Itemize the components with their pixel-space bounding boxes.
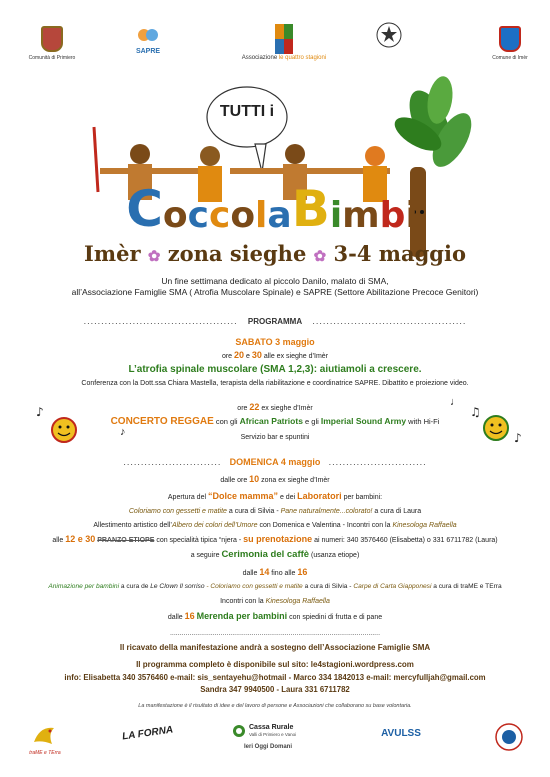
d2-b: Pane naturalmente...colorato!: [280, 508, 373, 515]
title-letter: o: [230, 195, 256, 236]
sabato-time1: [0, 351, 550, 361]
sponsor-3-a: Cassa Rurale: [249, 724, 294, 731]
sponsor-sma: [494, 722, 524, 752]
talk-description: Conferenza con la Dott.ssa Chiara Mastella, terapista della riabilitazione e coordinatrice SAPRE. Dibattito e proiezione video.: [81, 380, 469, 387]
sponsor-1-label: traME e TErra: [29, 750, 61, 756]
title-letter: B: [291, 180, 330, 238]
band-1: African Patriots: [239, 416, 303, 426]
svg-text:♪: ♪: [514, 431, 522, 445]
intro-line-2: all’Associazione Famiglie SMA ( Atrofia Muscolare Spinale) e SAPRE (Settore Abilitazione Precoce Genitori): [71, 287, 479, 297]
title-letter: a: [267, 195, 292, 236]
programma-dots-left: ............................................: [83, 316, 238, 326]
sabato-time2-post: ex sieghe d’Imèr: [261, 405, 313, 412]
d7-e: a cura di Silvia -: [304, 583, 352, 590]
d5-post: (usanza etiope): [311, 552, 360, 559]
domenica-line-8: [0, 597, 550, 606]
d1-mid: e dei: [279, 494, 296, 501]
title-letter: l: [255, 195, 268, 236]
d7-b: a cura de: [120, 583, 149, 590]
hero-title: [92, 178, 452, 238]
d1-post: per bambini:: [343, 494, 383, 501]
sponsor-cassa-rurale: [232, 724, 352, 738]
d3-a: Albero dei colori dell’Umore: [171, 522, 258, 529]
seasons-tree-icon: [275, 24, 293, 54]
d4-mid: con specialità tipica “njera -: [156, 537, 242, 544]
domenica-dots-right: ............................: [328, 457, 427, 467]
title-letter: c: [187, 195, 209, 236]
cassa-rurale-icon: [232, 724, 246, 738]
logo-comunita-label: Comunità di Primiero: [28, 55, 76, 61]
sabato-time1-mid: e: [246, 353, 250, 360]
domenica-line-2: [0, 507, 550, 516]
sponsor-avulss: [376, 728, 426, 739]
music-note-icon: ♪: [120, 426, 126, 438]
subtitle-line: [0, 241, 550, 266]
domenica-row: [0, 457, 550, 467]
d4-c: su prenotazione: [243, 534, 313, 544]
d3-mid: con Domenica e Valentina - Incontri con la: [259, 522, 391, 529]
concert-and: e gli: [305, 417, 319, 426]
sabato-heading: SABATO 3 maggio: [235, 337, 315, 347]
domenica-line-9: [0, 612, 550, 622]
sabato-time1-b: 30: [251, 350, 262, 360]
sabato-time2-value: 22: [249, 402, 260, 412]
d8-a: Kinesologa Raffaella: [265, 598, 330, 605]
domenica-time-post: zona ex sieghe d’Imèr: [261, 477, 330, 484]
domenica-dots-left: ............................: [123, 457, 222, 467]
logo-comune-imer: [488, 26, 532, 61]
title-letter: b: [379, 195, 406, 236]
intro-text: [0, 276, 550, 298]
d7-d: - Coloriamo con gessetti e matite: [206, 583, 303, 590]
d9-b: Merenda per bambini: [196, 611, 288, 621]
concert-line: [0, 416, 550, 427]
subtitle-zone: zona sieghe: [167, 241, 307, 266]
sponsor-4-label: AVULSS: [381, 728, 421, 739]
sabato-time2: [0, 403, 550, 413]
talk-title: L’atrofia spinale muscolare (SMA 1,2,3): aiutiamoli a crescere.: [128, 364, 422, 375]
sma-association-icon: [494, 722, 524, 752]
d6-mid: fino alle: [271, 570, 296, 577]
d9-pre: dalle: [167, 614, 183, 621]
svg-text:♪: ♪: [36, 405, 44, 419]
domenica-line-3: [0, 521, 550, 530]
programma-site: Il programma completo è disponibile sul sito: le4stagioni.wordpress.com: [136, 660, 414, 669]
logo-star: [376, 22, 402, 48]
d4-a: 12 e 30: [65, 534, 96, 544]
d2-a: Coloriamo con gessetti e matite: [128, 508, 227, 515]
title-letter: o: [162, 195, 188, 236]
footer-dots: ............................................................................................................: [169, 630, 381, 637]
d8-pre: Incontri con la: [220, 598, 264, 605]
sabato-time1-post: alle ex sieghe d’Imèr: [263, 353, 329, 360]
programma-label: PROGRAMMA: [247, 317, 303, 326]
d7-g: a cura di traME e TErra: [433, 583, 502, 590]
logo-quattro-label: [242, 55, 326, 61]
svg-text:♫: ♫: [470, 405, 481, 419]
d7-f: Carpe di Carta Giapponesi: [353, 583, 432, 590]
sabato-time1-a: 20: [234, 350, 245, 360]
intro-line-1: Un fine settimana dedicato al piccolo Danilo, malato di SMA,: [161, 276, 389, 286]
d1-b: Laboratori: [297, 491, 342, 501]
d6-a: 14: [259, 567, 270, 577]
domenica-time-value: 10: [249, 474, 260, 484]
title-letter: m: [342, 195, 380, 236]
d9-post: con spiedini di frutta e di pane: [289, 614, 383, 621]
logo-comunita-primiero: [22, 26, 82, 61]
title-letter: C: [126, 180, 163, 238]
sapre-icon: [135, 26, 161, 48]
cassa-rurale-text: [249, 724, 296, 738]
music-note-icon-2: ♩: [450, 396, 461, 408]
d6-pre: dalle: [242, 570, 258, 577]
crest-icon: [41, 26, 63, 52]
logo-imer-label: Comune di Imèr: [492, 55, 528, 61]
d7-a: Animazione per bambini: [48, 583, 120, 590]
flower-icon-2: ✿: [313, 247, 327, 265]
sponsor-3-b: Valli di Primiero e Vanoi: [249, 732, 297, 737]
logo-sapre: [128, 26, 168, 55]
subtitle-place: Imèr: [84, 241, 141, 266]
speech-bubble-text: TUTTI i: [219, 103, 275, 120]
sponsor-3-c: Ieri Oggi Domani: [244, 744, 293, 750]
bar-info: Servizio bar e spuntini: [240, 434, 310, 441]
d5-pre: a seguire: [190, 552, 220, 559]
band-2: Imperial Sound Army: [320, 416, 407, 426]
programma-row: [0, 316, 550, 326]
logo-quattro-prefix: Associazione: [241, 55, 278, 61]
star-seal-icon: [376, 22, 402, 48]
d1-a: “Dolce mamma”: [207, 491, 279, 501]
title-letter: i: [329, 195, 343, 236]
logo-quattro-stagioni: [241, 24, 327, 61]
domenica-time-pre: dalle ore: [220, 477, 248, 484]
flower-icon: ✿: [147, 247, 161, 265]
sponsor-2-label: LA FORNA: [121, 724, 175, 743]
info-line-2: Sandra 347 9940500 - Laura 331 6711782: [200, 685, 350, 694]
domenica-line-6: [0, 568, 550, 578]
d6-b: 16: [297, 567, 308, 577]
d4-pre: alle: [52, 537, 64, 544]
domenica-line-5: [0, 550, 550, 560]
domenica-heading: DOMENICA 4 maggio: [229, 457, 321, 467]
title-letter: i: [405, 195, 418, 236]
d3-pre: Allestimento artistico dell’: [93, 522, 172, 529]
concert-with: con gli: [215, 417, 238, 426]
crest-imer-icon: [499, 26, 521, 52]
d3-b: Kinesologa Raffaella: [392, 522, 457, 529]
domenica-line-4: [0, 535, 550, 545]
logo-sapre-label: SAPRE: [135, 48, 161, 55]
footer-note: La manifestazione è il risultato di idee e del lavoro di persone e Associazioni che collaborano su base volontaria.: [138, 703, 412, 709]
domenica-line-7: [0, 582, 550, 591]
info-line: info: Elisabetta 340 3576460 e-mail: sis_sentayehu@hotmail - Marco 334 1842013 e-mail: mercyfulljah@gmail.com: [64, 673, 486, 682]
sabato-time2-pre: ore: [237, 405, 248, 412]
d4-post: ai numeri: 340 3576460 (Elisabetta) o 331 6711782 (Laura): [314, 537, 498, 544]
d2-mid: a cura di Silvia -: [228, 508, 279, 515]
sponsor-trame-terra: [20, 722, 70, 756]
d7-c: Le Clown Il sorriso: [150, 583, 205, 590]
title-letter: c: [208, 195, 231, 236]
logo-quattro-name: le quattro stagioni: [278, 55, 327, 61]
d5-a: Cerimonia del caffè: [221, 549, 310, 560]
d4-b: PRANZO ETIOPE: [97, 537, 155, 544]
ricavato-text: Il ricavato della manifestazione andrà a sostegno dell’Associazione Famiglie SMA: [119, 643, 431, 652]
programma-dots-right: ............................................: [312, 316, 467, 326]
d9-a: 16: [184, 611, 195, 621]
sponsor-la-forna: [118, 724, 178, 743]
concert-tail: with Hi-Fi: [408, 417, 440, 426]
d2-post: a cura di Laura: [374, 508, 422, 515]
d1-pre: Apertura del: [167, 494, 207, 501]
subtitle-dates: 3-4 maggio: [333, 241, 466, 266]
sabato-time1-pre: ore: [221, 353, 233, 360]
concert-label: CONCERTO REGGAE: [110, 416, 214, 427]
domenica-time: [0, 475, 550, 485]
bird-icon: [30, 722, 60, 750]
domenica-line-1: [0, 492, 550, 502]
